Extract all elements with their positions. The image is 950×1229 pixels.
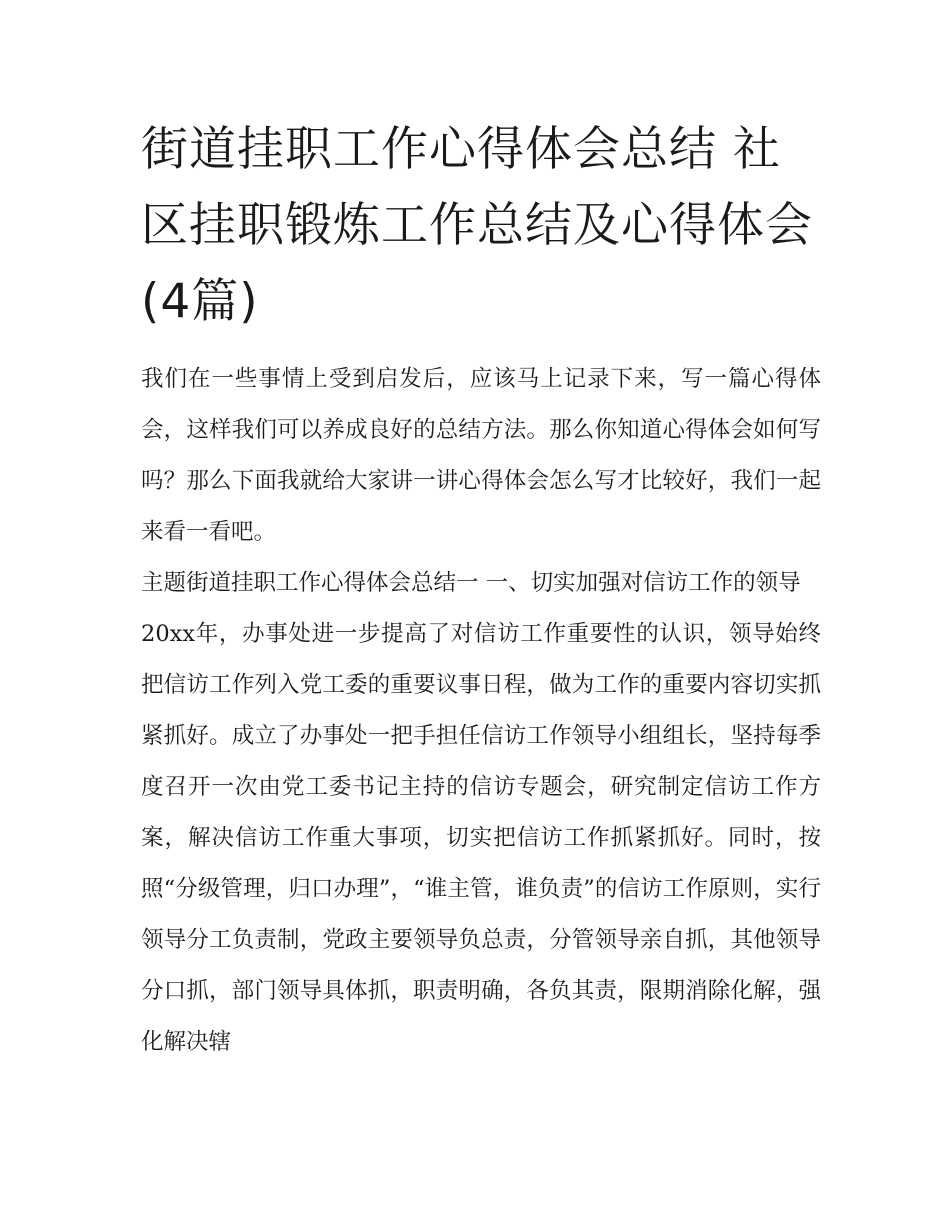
paragraph-intro: 我们在一些事情上受到启发后，应该马上记录下来，写一篇心得体会，这样我们可以养成良好的总结方法。那么你知道心得体会如何写吗？那么下面我就给大家讲一讲心得体会怎么写才比较好，我们一起来看一看吧。 xyxy=(141,366,821,545)
paragraph-section-heading: 主题街道挂职工作心得体会总结一 一、切实加强对信访工作的领导 xyxy=(141,570,801,596)
document-body xyxy=(141,354,821,1068)
document-title: 街道挂职工作心得体会总结 社区挂职锻炼工作总结及心得体会(4篇) xyxy=(141,122,813,329)
document-page xyxy=(141,112,821,1068)
paragraph-body: 20xx年，办事处进一步提高了对信访工作重要性的认识，领导始终把信访工作列入党工委的重要议事日程，做为工作的重要内容切实抓紧抓好。成立了办事处一把手担任信访工作领导小组组长，坚持每季度召开一次由党工委书记主持的信访专题会，研究制定信访工作方案，解决信访工作重大事项，切实把信访工作抓紧抓好。同时，按照“分级管理，归口办理”，“谁主管，谁负责”的信访工作原则，实行领导分工负责制，党政主要领导负总责，分管领导亲自抓，其他领导分口抓，部门领导具体抓，职责明确，各负其责，限期消除化解，强化解决辖 xyxy=(141,621,821,1055)
